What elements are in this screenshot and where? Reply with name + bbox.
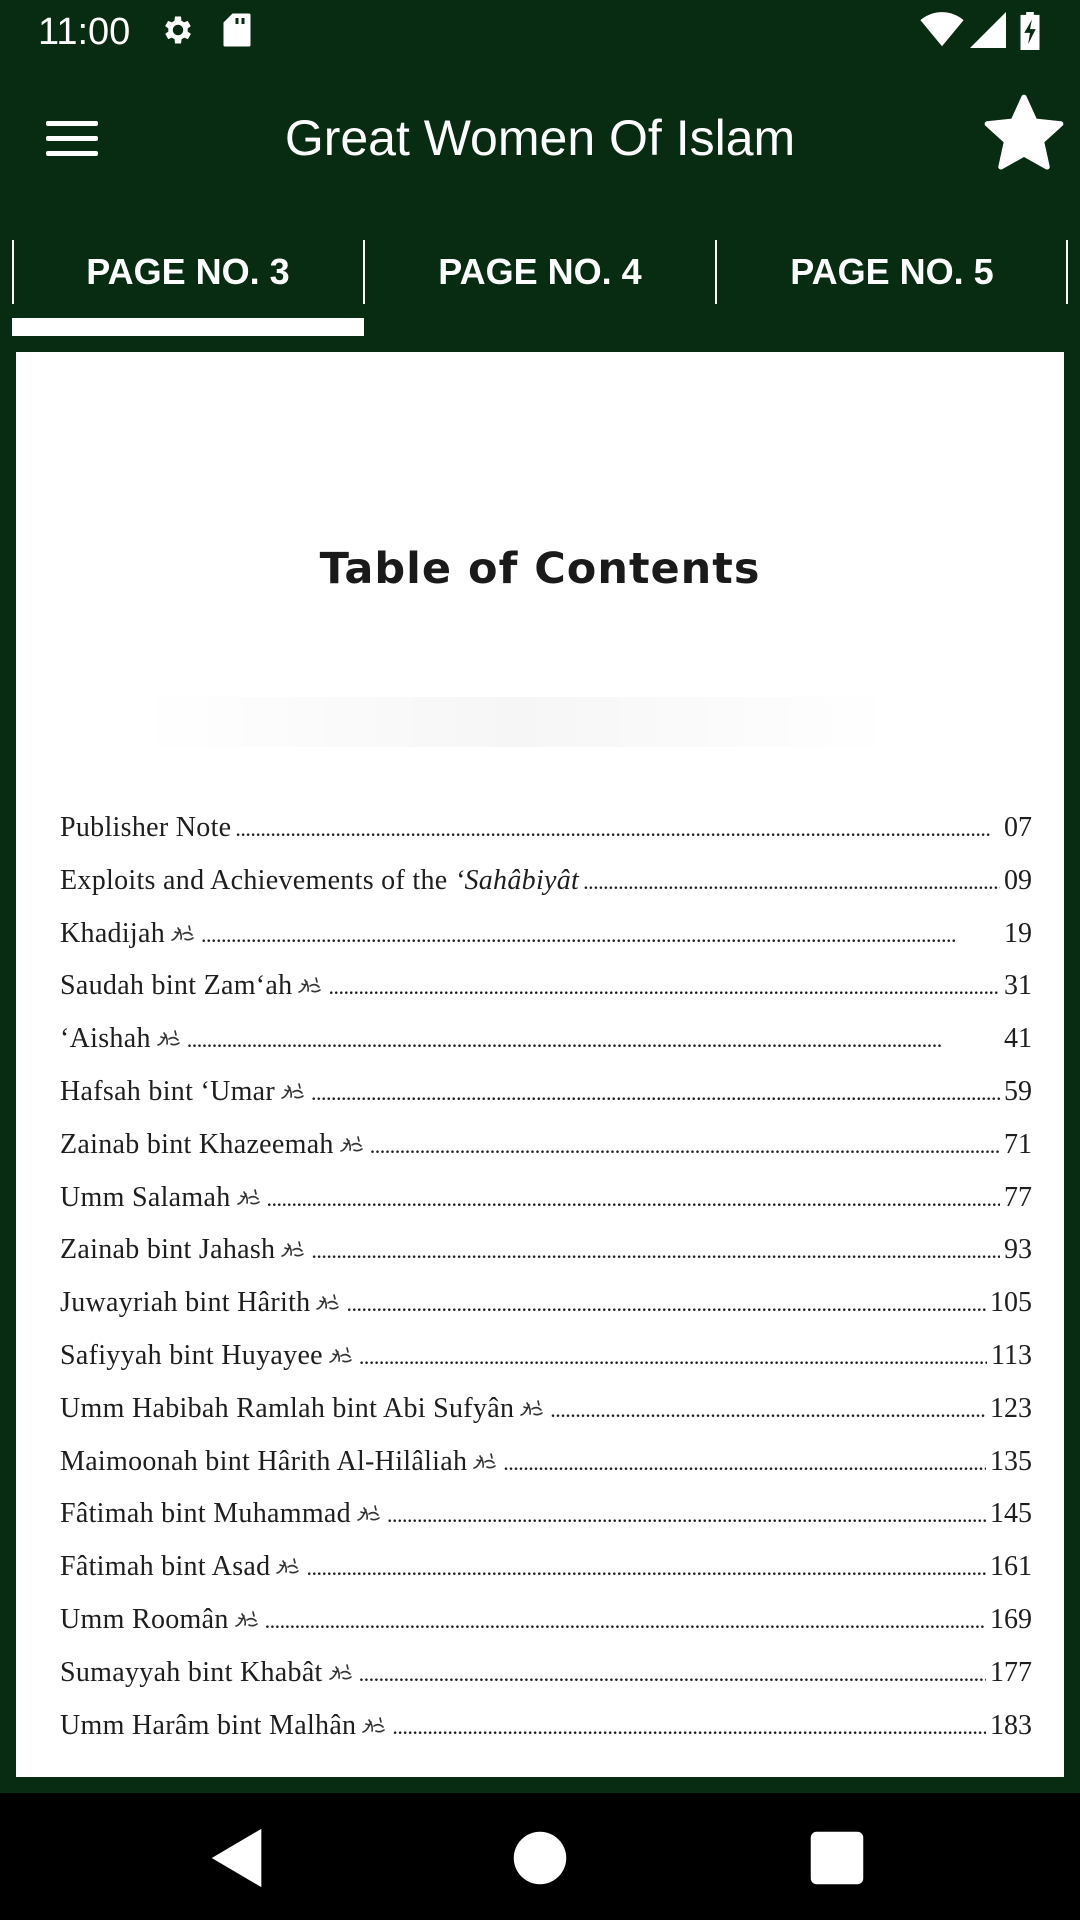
toc-entry-page: 169	[990, 1603, 1032, 1635]
bleed-through-text	[136, 697, 896, 747]
toc-entry-text: Fâtimah bint Asad	[60, 1551, 271, 1583]
tab-label: PAGE NO. 4	[438, 251, 642, 292]
tab-page-5[interactable]	[716, 240, 1068, 336]
toc-entry-title-prefix: Exploits and Achievements of the	[60, 864, 455, 896]
toc-leader-dots	[359, 1340, 987, 1372]
toc-item	[60, 1393, 1032, 1446]
toc-entry-title	[60, 1498, 383, 1530]
toc-leader-dots	[306, 1551, 986, 1583]
toc-entry-page: 123	[990, 1392, 1032, 1424]
toc-item	[60, 1023, 1032, 1076]
toc-entry-page: 105	[990, 1287, 1032, 1319]
toc-leader-dots	[346, 1287, 986, 1319]
toc-leader-dots	[311, 1234, 1000, 1266]
toc-entry-text: Umm Habibah Ramlah bint Abi Sufyân	[60, 1392, 515, 1424]
signal-icon	[970, 12, 1006, 48]
toc-leader-dots	[550, 1393, 986, 1425]
wifi-icon	[920, 12, 964, 48]
toc-leader-dots	[359, 1657, 986, 1689]
toc-leader-dots	[387, 1498, 986, 1530]
sd-card-icon	[222, 12, 252, 48]
battery-charging-icon	[1018, 12, 1042, 50]
toc-entry-text: Hafsah bint ‘Umar	[60, 1075, 276, 1107]
toc-leader-dots	[503, 1446, 986, 1478]
toc-entry-page: 07	[1004, 812, 1032, 843]
toc-entry-text: Umm Roomân	[60, 1603, 229, 1635]
toc-entry-title	[60, 1129, 366, 1161]
honorific-icon	[314, 1291, 342, 1313]
honorific-icon	[235, 1186, 263, 1208]
toc-item	[60, 1710, 1032, 1763]
honorific-icon	[355, 1502, 383, 1524]
toc-entry-page: 71	[1004, 1128, 1032, 1160]
toc-entry-text: Publisher Note	[60, 812, 232, 843]
toc-entry-page: 31	[1004, 970, 1032, 1002]
toc-entry-page: 09	[1004, 864, 1032, 896]
honorific-icon	[155, 1027, 183, 1049]
honorific-icon	[327, 1661, 355, 1683]
honorific-icon	[274, 1555, 302, 1577]
toc-entry-page: 19	[1004, 917, 1032, 949]
toc-entry-title	[60, 1182, 263, 1214]
toc-entry-page: 41	[1004, 1023, 1032, 1055]
toc-item	[60, 1076, 1032, 1129]
toc-leader-dots	[328, 970, 1000, 1002]
toc-entry-title-italic: ‘Sahâbiyât	[454, 864, 580, 896]
toc-item	[60, 812, 1032, 865]
toc-item	[60, 1234, 1032, 1287]
toc-entry-text: Safiyyah bint Huyayee	[60, 1339, 323, 1371]
toc-item	[60, 918, 1032, 971]
honorific-icon	[169, 922, 197, 944]
toc-entry-text: Fâtimah bint Muhammad	[60, 1498, 351, 1530]
book-page[interactable]	[16, 352, 1064, 1777]
toc-entry-text: Umm Harâm bint Malhân	[60, 1709, 357, 1741]
toc-list	[60, 812, 1032, 1762]
toc-item	[60, 1551, 1032, 1604]
toc-item	[60, 970, 1032, 1023]
page-tabs	[12, 240, 1068, 336]
toc-entry-title	[60, 970, 324, 1002]
system-nav-bar	[0, 1793, 1080, 1920]
toc-item	[60, 1182, 1032, 1235]
toc-entry-title	[60, 1340, 355, 1372]
tab-label: PAGE NO. 3	[86, 251, 290, 292]
honorific-icon	[471, 1450, 499, 1472]
toc-entry-title	[60, 1657, 355, 1689]
honorific-icon	[338, 1133, 366, 1155]
toc-entry-title	[60, 1023, 183, 1055]
toc-entry-title	[60, 1287, 342, 1319]
honorific-icon	[279, 1080, 307, 1102]
toc-entry-page: 161	[990, 1551, 1032, 1583]
toc-entry-title	[60, 1076, 307, 1108]
app-title: Great Women Of Islam	[284, 110, 796, 166]
status-bar	[0, 0, 1080, 64]
recents-icon[interactable]	[802, 1823, 872, 1893]
toc-entry-page: 93	[1004, 1234, 1032, 1266]
honorific-icon	[360, 1714, 388, 1736]
toc-entry-text: Saudah bint Zam‘ah	[60, 970, 293, 1002]
toc-entry-title	[60, 1446, 499, 1478]
toc-entry-title	[60, 1551, 302, 1583]
toc-entry-text: Umm Salamah	[60, 1181, 231, 1213]
toc-entry-text: Zainab bint Jahash	[60, 1234, 276, 1266]
toc-leader-dots	[583, 865, 1000, 897]
honorific-icon	[279, 1238, 307, 1260]
tab-page-4[interactable]	[364, 240, 716, 336]
toc-entry-page: 145	[990, 1498, 1032, 1530]
toc-leader-dots	[201, 918, 1000, 950]
honorific-icon	[233, 1608, 261, 1630]
toc-leader-dots	[392, 1710, 986, 1742]
menu-icon[interactable]	[30, 102, 114, 174]
toc-entry-title	[60, 865, 579, 897]
toc-entry-page: 77	[1004, 1181, 1032, 1213]
settings-icon	[160, 12, 196, 48]
honorific-icon	[296, 974, 324, 996]
toc-entry-title	[60, 1234, 307, 1266]
toc-entry-text: Zainab bint Khazeemah	[60, 1128, 334, 1160]
toc-entry-page: 59	[1004, 1075, 1032, 1107]
toc-leader-dots	[311, 1076, 1000, 1108]
toc-entry-text: Sumayyah bint Khabât	[60, 1656, 323, 1688]
toc-entry-title	[60, 1604, 261, 1636]
toc-item	[60, 1287, 1032, 1340]
toc-item	[60, 1129, 1032, 1182]
toc-item	[60, 1340, 1032, 1393]
toc-leader-dots	[267, 1182, 1001, 1214]
toc-item	[60, 1498, 1032, 1551]
honorific-icon	[327, 1344, 355, 1366]
toc-leader-dots	[235, 812, 1000, 844]
toc-item	[60, 1604, 1032, 1657]
app-toolbar	[0, 64, 1080, 212]
toc-entry-title	[60, 918, 197, 950]
toc-item	[60, 865, 1032, 918]
tab-selected-indicator	[12, 318, 364, 336]
toc-item	[60, 1446, 1032, 1499]
tab-page-3[interactable]	[12, 240, 364, 336]
toc-leader-dots	[265, 1604, 986, 1636]
back-icon[interactable]	[203, 1823, 273, 1893]
toc-entry-title	[60, 1393, 546, 1425]
toc-entry-title	[60, 1710, 388, 1742]
toc-entry-page: 177	[990, 1656, 1032, 1688]
toc-entry-page: 183	[990, 1709, 1032, 1741]
toc-item	[60, 1657, 1032, 1710]
star-icon[interactable]	[982, 92, 1066, 176]
toc-entry-page: 135	[990, 1445, 1032, 1477]
toc-entry-text: Maimoonah bint Hârith Al-Hilâliah	[60, 1445, 468, 1477]
toc-entry-text: ‘Aishah	[60, 1023, 151, 1055]
tab-label: PAGE NO. 5	[790, 251, 994, 292]
status-time: 11:00	[38, 11, 131, 53]
toc-entry-title	[60, 812, 231, 844]
toc-leader-dots	[370, 1129, 1000, 1161]
home-icon[interactable]	[505, 1823, 575, 1893]
honorific-icon	[518, 1397, 546, 1419]
toc-entry-text: Juwayriah bint Hârith	[60, 1287, 311, 1319]
page-heading: Table of Contents	[319, 544, 761, 594]
toc-leader-dots	[187, 1023, 1000, 1055]
toc-entry-text: Khadijah	[60, 917, 166, 949]
toc-entry-page: 113	[991, 1339, 1032, 1371]
